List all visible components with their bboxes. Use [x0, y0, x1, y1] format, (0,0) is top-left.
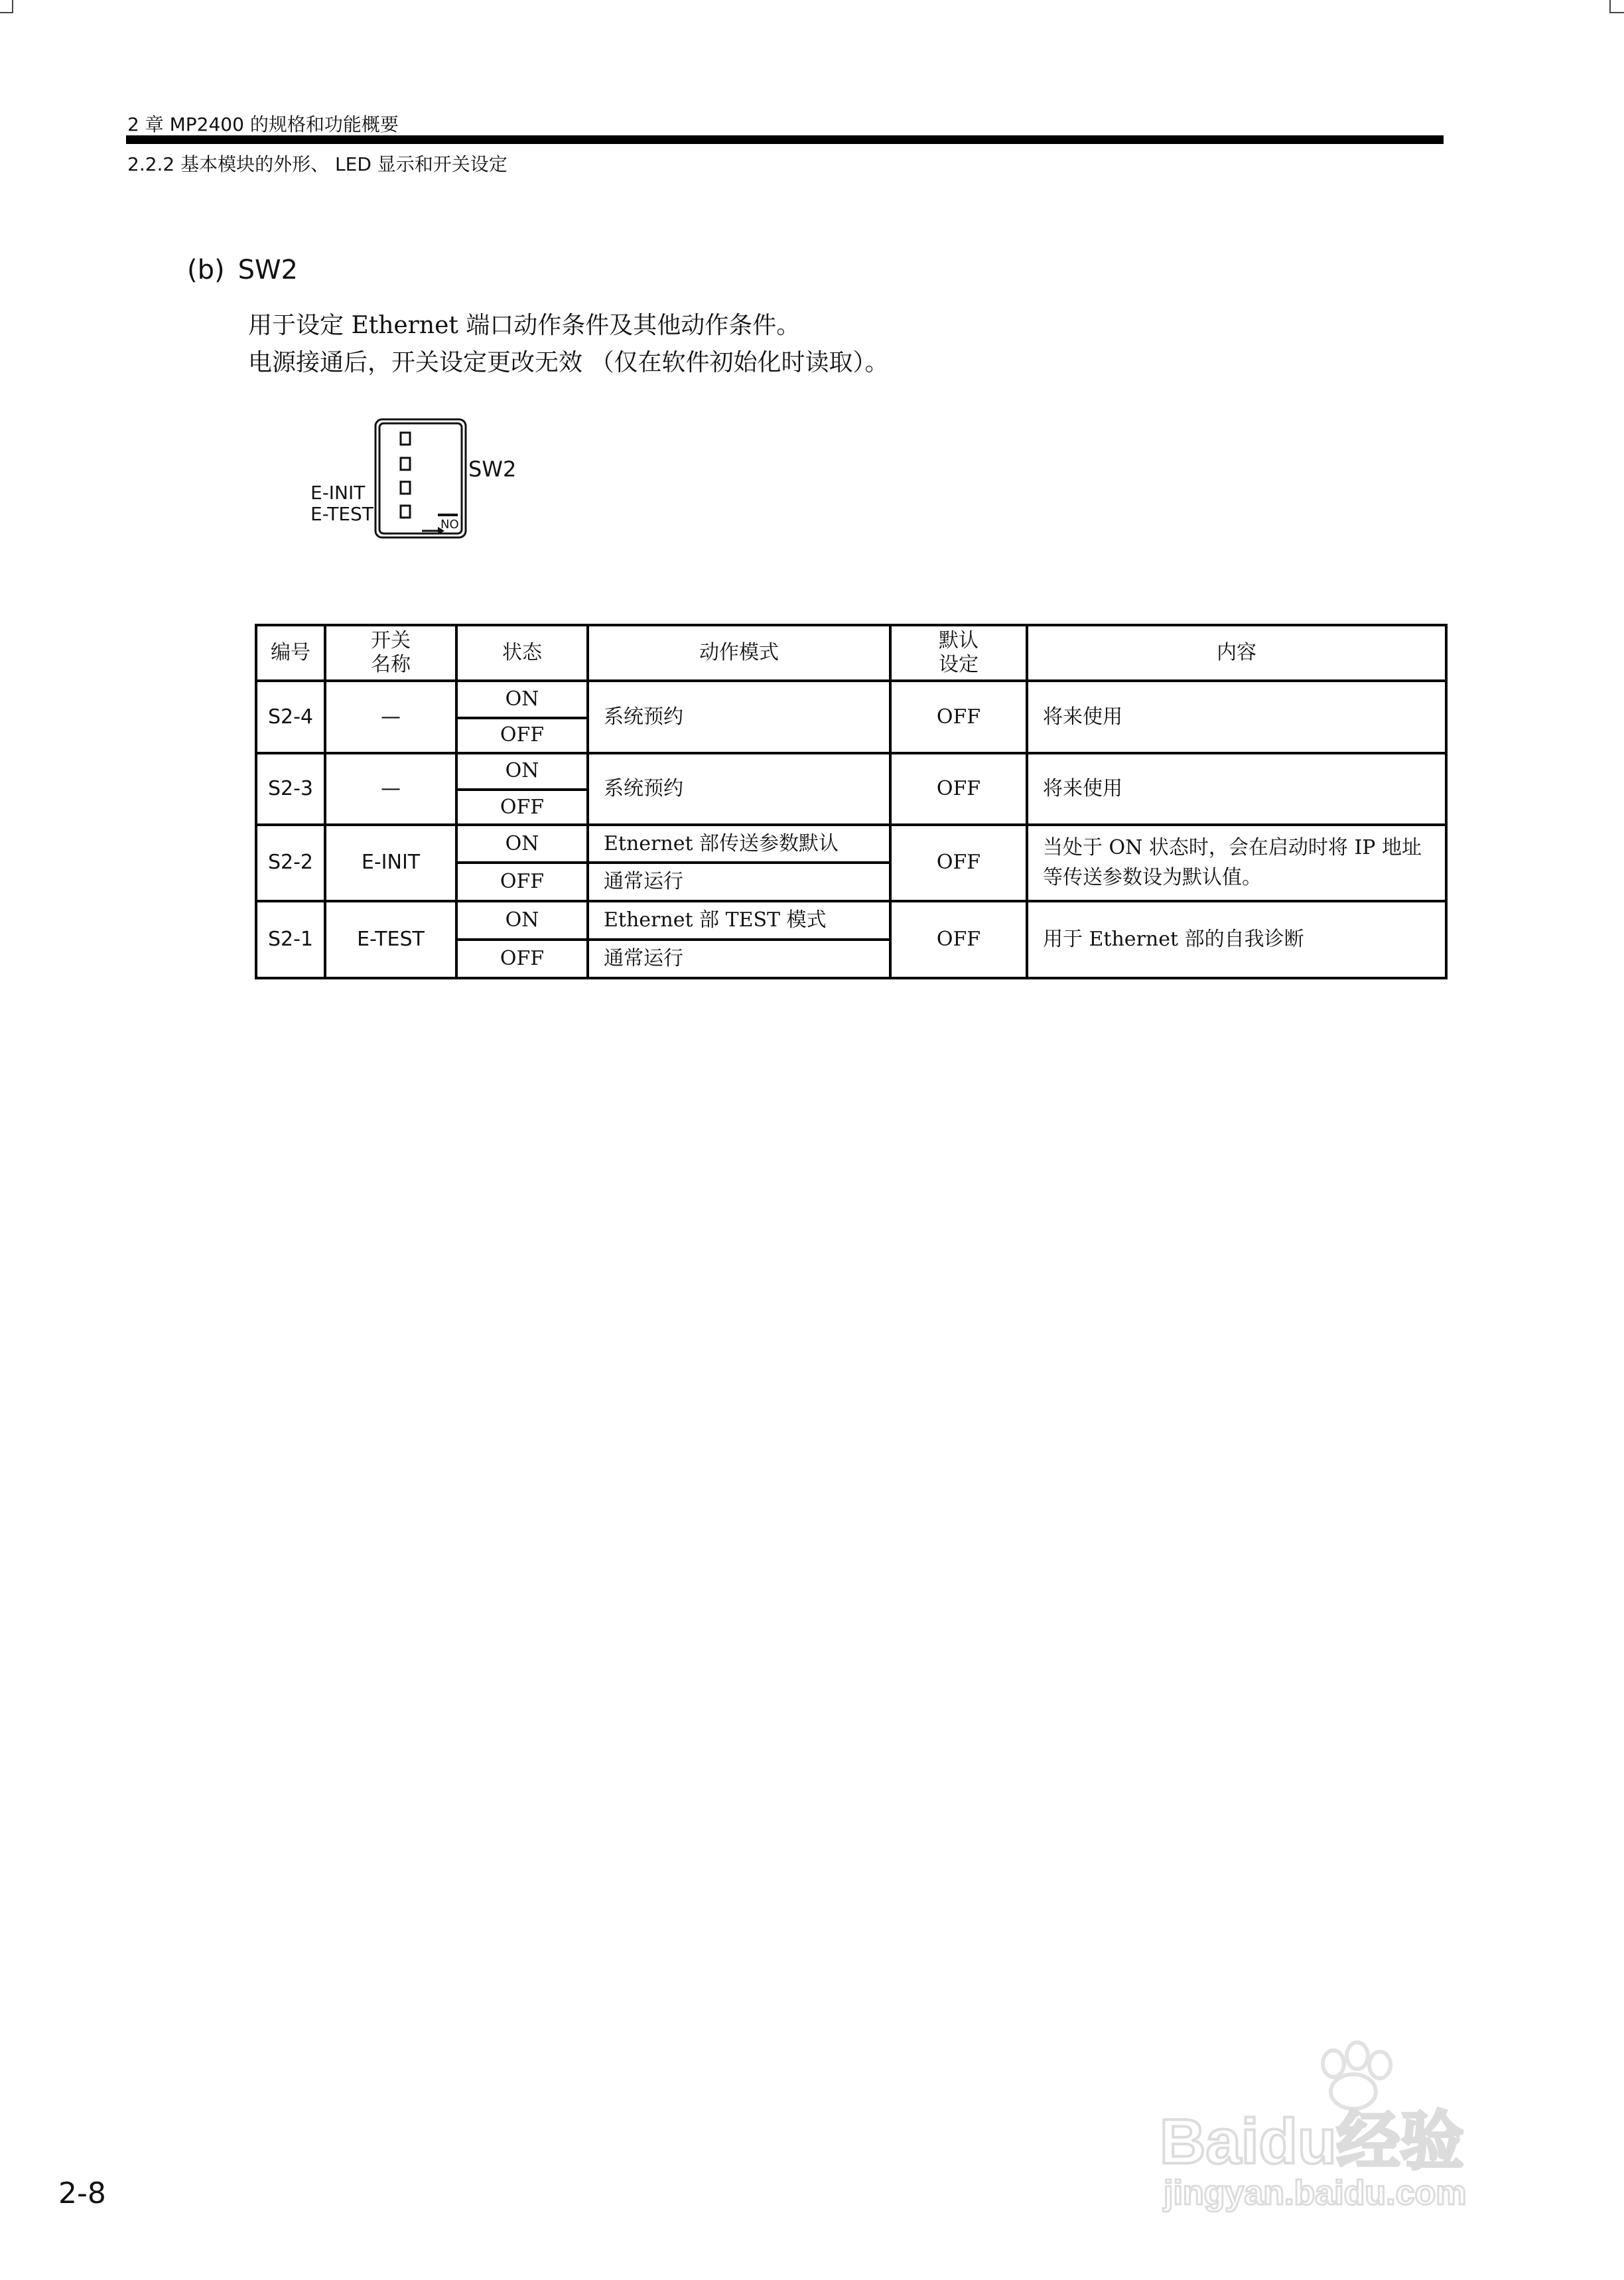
switch-toggle — [401, 482, 410, 494]
cell-mode-off: 通常运行 — [588, 863, 890, 900]
cell-state-off: OFF — [456, 940, 588, 978]
cell-content: 将来使用 — [1027, 681, 1446, 752]
cell-no: S2-1 — [256, 901, 325, 979]
section-header: 2.2.2 基本模块的外形、 LED 显示和开关设定 — [127, 153, 508, 175]
sw2-label: SW2 — [468, 457, 517, 482]
cell-state-off: OFF — [456, 863, 588, 900]
cell-content: 当处于 ON 状态时，会在启动时将 IP 地址等传送参数设为默认值。 — [1027, 825, 1446, 900]
cell-mode: 系统预约 — [588, 681, 890, 752]
cell-state-on: ON — [456, 753, 588, 790]
cell-default: OFF — [890, 681, 1027, 752]
cell-mode-off: 通常运行 — [588, 940, 890, 978]
cell-name: — — [325, 753, 456, 825]
section-heading-label: (b) — [187, 255, 225, 285]
header-default: 默认 设定 — [890, 625, 1027, 681]
cell-state-on: ON — [456, 681, 588, 717]
page-number: 2-8 — [58, 2176, 106, 2210]
on-mark-label: NO — [440, 518, 459, 532]
paw-icon — [1323, 2042, 1390, 2109]
switch-toggle — [401, 433, 410, 445]
e-test-label: E-TEST — [310, 503, 373, 525]
header-no: 编号 — [256, 625, 325, 681]
switch-settings-table — [255, 624, 1448, 979]
table-row — [256, 825, 1446, 863]
cell-content: 将来使用 — [1027, 753, 1446, 825]
table-row — [256, 681, 1446, 717]
chapter-header: 2 章 MP2400 的规格和功能概要 — [127, 113, 399, 135]
cell-name: — — [325, 681, 456, 752]
cell-name: E-INIT — [325, 825, 456, 900]
switch-toggle — [401, 458, 410, 470]
watermark-url: jingyan.baidu.com — [1164, 2174, 1467, 2212]
paragraph-2: 电源接通后，开关设定更改无效 （仅在软件初始化时读取）。 — [248, 349, 889, 376]
cell-default: OFF — [890, 753, 1027, 825]
header-content: 内容 — [1027, 625, 1446, 681]
cell-state-off: OFF — [456, 718, 588, 753]
header-switch-name: 开关 名称 — [325, 625, 456, 681]
baidu-jingyan-watermark — [1154, 2031, 1539, 2230]
cell-name: E-TEST — [325, 901, 456, 979]
cell-default: OFF — [890, 825, 1027, 900]
header-action-mode: 动作模式 — [588, 625, 890, 681]
cell-no: S2-2 — [256, 825, 325, 900]
e-init-label: E-INIT — [310, 482, 366, 504]
cell-content: 用于 Ethernet 部的自我诊断 — [1027, 901, 1446, 979]
table-row — [256, 901, 1446, 940]
switch-toggle — [401, 506, 410, 518]
section-heading-title: SW2 — [237, 255, 298, 285]
cell-no: S2-3 — [256, 753, 325, 825]
paragraph-1: 用于设定 Ethernet 端口动作条件及其他动作条件。 — [248, 312, 801, 339]
cell-mode: 系统预约 — [588, 753, 890, 825]
watermark-brand: Baidu经验 — [1160, 2106, 1464, 2177]
dip-switch-diagram — [0, 0, 1624, 597]
table-header-row — [256, 625, 1446, 681]
cell-mode-on: Etnernet 部传送参数默认 — [588, 825, 890, 863]
cell-state-on: ON — [456, 825, 588, 863]
switch-toggles — [401, 433, 410, 518]
cell-state-on: ON — [456, 901, 588, 940]
table-row — [256, 753, 1446, 790]
cell-mode-on: Ethernet 部 TEST 模式 — [588, 901, 890, 940]
cell-default: OFF — [890, 901, 1027, 979]
header-state: 状态 — [456, 625, 588, 681]
cell-state-off: OFF — [456, 790, 588, 825]
cell-no: S2-4 — [256, 681, 325, 752]
